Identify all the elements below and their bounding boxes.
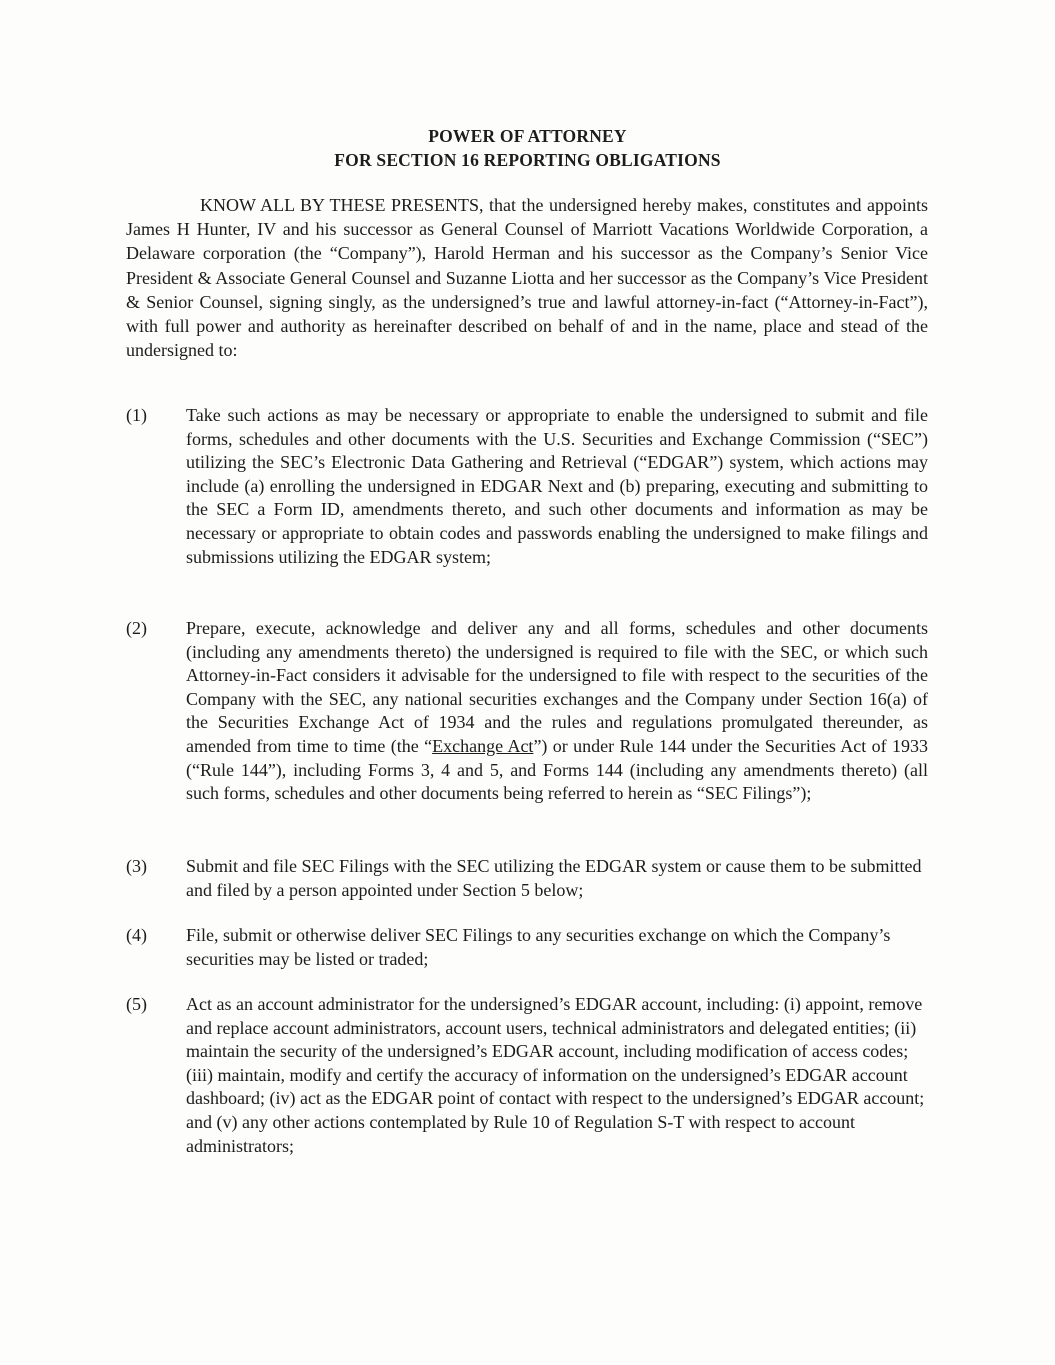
- list-item: [126, 855, 928, 924]
- defined-term-exchange-act: Exchange Act: [432, 735, 534, 756]
- list-item-text: File, submit or otherwise deliver SEC Filings to any securities exchange on which the Company’s securities may be listed or traded;: [186, 925, 891, 969]
- list-item: [126, 617, 928, 855]
- list-item-number: (5): [126, 994, 147, 1014]
- list-item-number: (1): [126, 405, 147, 425]
- list-item-number: (2): [126, 618, 147, 638]
- document-title-block: [0, 124, 1055, 172]
- document-title: POWER OF ATTORNEY: [428, 126, 627, 146]
- list-item-text: Submit and file SEC Filings with the SEC utilizing the EDGAR system or cause them to be submitted and filed by a person appointed under Section 5 below;: [186, 856, 922, 900]
- document-subtitle: FOR SECTION 16 REPORTING OBLIGATIONS: [334, 150, 721, 170]
- list-item-text-part: ”) or under Rule 144 under the Securities Act of 1933 (“Rule 144”), including Forms 3, 4 and 5, and Forms 144 (including any amendments thereto) (all such forms, schedules and other documents being referred to herein as “SEC Filings”);: [186, 735, 928, 804]
- list-item: [126, 993, 928, 1158]
- list-item-number: (4): [126, 925, 147, 945]
- list-item-text-part: Prepare, execute, acknowledge and deliver any and all forms, schedules and other documents (including any amendments thereto) the undersigned is required to file with the SEC, or which such Attorney-in-Fact considers it advisable for the undersigned to file with respect to the securities of the Company with the SEC, any national securities exchanges and the Company under Section 16(a) of the Securities Exchange Act of 1934 and the rules and regulations promulgated thereunder, as amended from time to time (the “: [186, 618, 928, 756]
- list-item: [126, 924, 928, 993]
- list-item-text: Take such actions as may be necessary or appropriate to enable the undersigned to submit and file forms, schedules and other documents with the U.S. Securities and Exchange Commission (“SEC”) utilizing the SEC’s Electronic Data Gathering and Retrieval (“EDGAR”) system, which actions may include (a) enrolling the undersigned in EDGAR Next and (b) preparing, executing and submitting to the SEC a Form ID, amendments thereto, and such other documents and information as may be necessary or appropriate to obtain codes and passwords enabling the undersigned to make filings and submissions utilizing the EDGAR system;: [186, 405, 928, 567]
- list-item-text: Act as an account administrator for the undersigned’s EDGAR account, including: (i) appoint, remove and replace account administrators, account users, technical administrators and delegated entities; (ii) maintain the security of the undersigned’s EDGAR account, including modification of access codes; (iii) maintain, modify and certify the accuracy of information on the undersigned’s EDGAR account dashboard; (iv) act as the EDGAR point of contact with respect to the undersigned’s EDGAR account; and (v) any other actions contemplated by Rule 10 of Regulation S-T with respect to account administrators;: [186, 994, 925, 1156]
- list-item: [126, 404, 928, 617]
- list-item-text: [186, 617, 928, 806]
- list-item-number: (3): [126, 856, 147, 876]
- numbered-list: [126, 404, 928, 1158]
- intro-paragraph: KNOW ALL BY THESE PRESENTS, that the undersigned hereby makes, constitutes and appoints James H Hunter, IV and his successor as General Counsel of Marriott Vacations Worldwide Corporation, a Delaware corporation (the “Company”), Harold Herman and his successor as the Company’s Senior Vice President & Associate General Counsel and Suzanne Liotta and her successor as the Company’s Vice President & Senior Counsel, signing singly, as the undersigned’s true and lawful attorney-in-fact (“Attorney-in-Fact”), with full power and authority as hereinafter described on behalf of and in the name, place and stead of the undersigned to:: [126, 195, 928, 361]
